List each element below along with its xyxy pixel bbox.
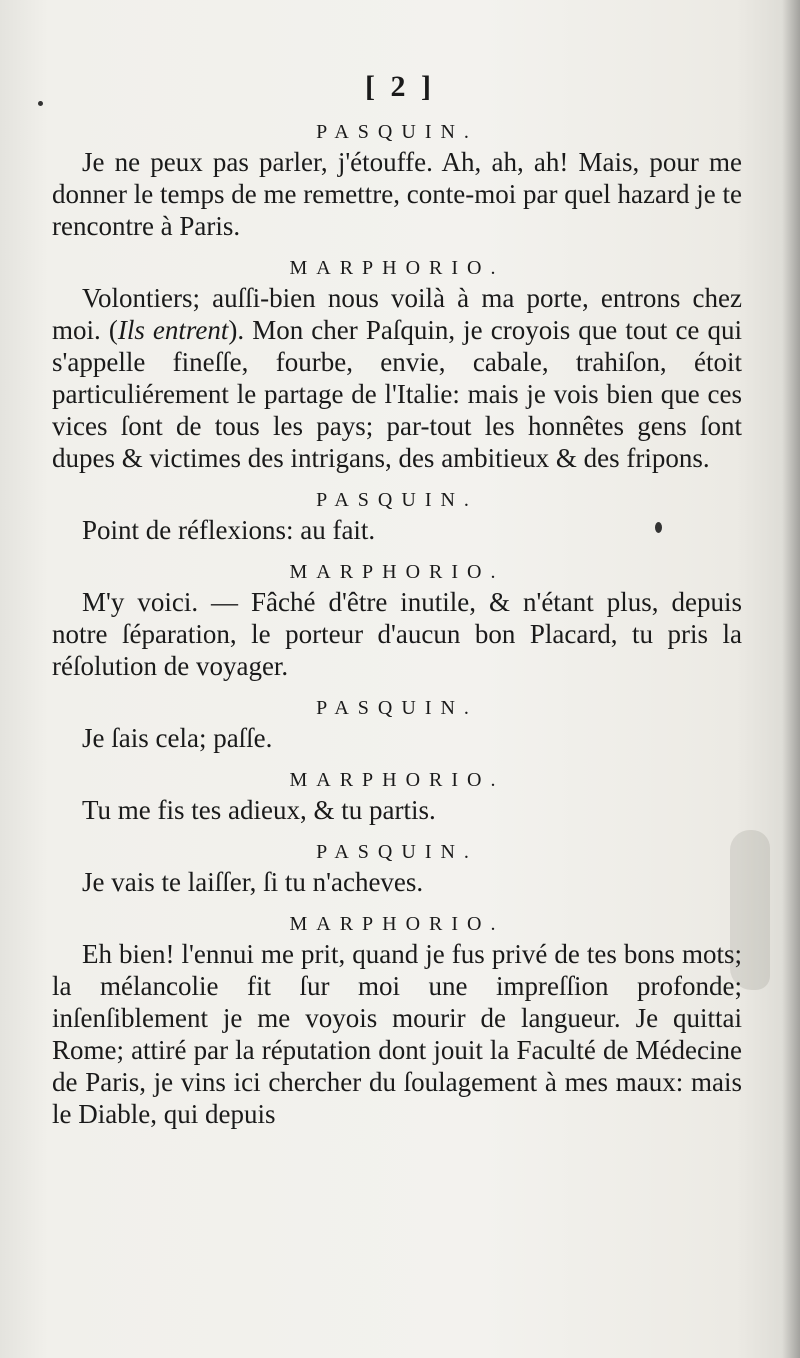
speech-text: Je vais te laiſſer, ſi tu n'acheves. — [82, 867, 424, 897]
speaker-name: MARPHORIO. — [289, 913, 505, 935]
speech-text: Point de réflexions: au fait. — [82, 515, 376, 545]
speech-text: Je ne peux pas parler, j'étouffe. Ah, ah, ah! Mais, pour me donner le temps de me remettre, conte-moi par quel hazard je te rencontre à Paris. — [52, 147, 742, 241]
stage-direction: Ils entrent — [117, 315, 229, 345]
speech-text: M'y voici. — Fâché d'être inutile, & n'étant plus, depuis notre ſéparation, le porteur d'aucun bon Placard, tu pris la réſolution de voyager. — [52, 587, 742, 681]
speech-text: Tu me fis tes adieux, & tu partis. — [82, 795, 436, 825]
speech-text — [52, 282, 742, 474]
speaker-name: PASQUIN. — [316, 841, 478, 863]
speech-text-part: Volontiers; auſſi-bien nous voilà à ma porte, entrons chez moi. ( — [52, 283, 742, 345]
speech-text: Je ſais cela; paſſe. — [82, 723, 273, 753]
speech-text: Eh bien! l'ennui me prit, quand je fus privé de tes bons mots; la mélancolie fit ſur moi une impreſſion profonde; inſenſiblement je me voyois mourir de langueur. Je quittai Rome; attiré par la réputation dont jouit la Faculté de Médecine de Paris, je vins ici chercher du ſoulagement à mes maux: mais le Diable, qui depuis — [52, 939, 742, 1129]
page-number: [ 2 ] — [365, 70, 435, 103]
speaker-name: MARPHORIO. — [289, 561, 505, 583]
speaker-name: PASQUIN. — [316, 489, 478, 511]
dialogue-body — [52, 118, 742, 1142]
speaker-name: MARPHORIO. — [289, 769, 505, 791]
speaker-name: PASQUIN. — [316, 121, 478, 143]
speaker-name: MARPHORIO. — [289, 257, 505, 279]
page-spine-shadow — [782, 0, 800, 1358]
speech-text-part: ). Mon cher Paſquin, je croyois que tout ce qui s'appelle fineſſe, fourbe, envie, cabale, trahiſon, étoit particuliérement le partage de l'Italie: mais je vois bien que ces vices ſont de tous les pays; par-tout les honnêtes gens ſont dupes & victimes des intrigans, des ambitieux & des fripons. — [52, 315, 742, 473]
speaker-name: PASQUIN. — [316, 697, 478, 719]
